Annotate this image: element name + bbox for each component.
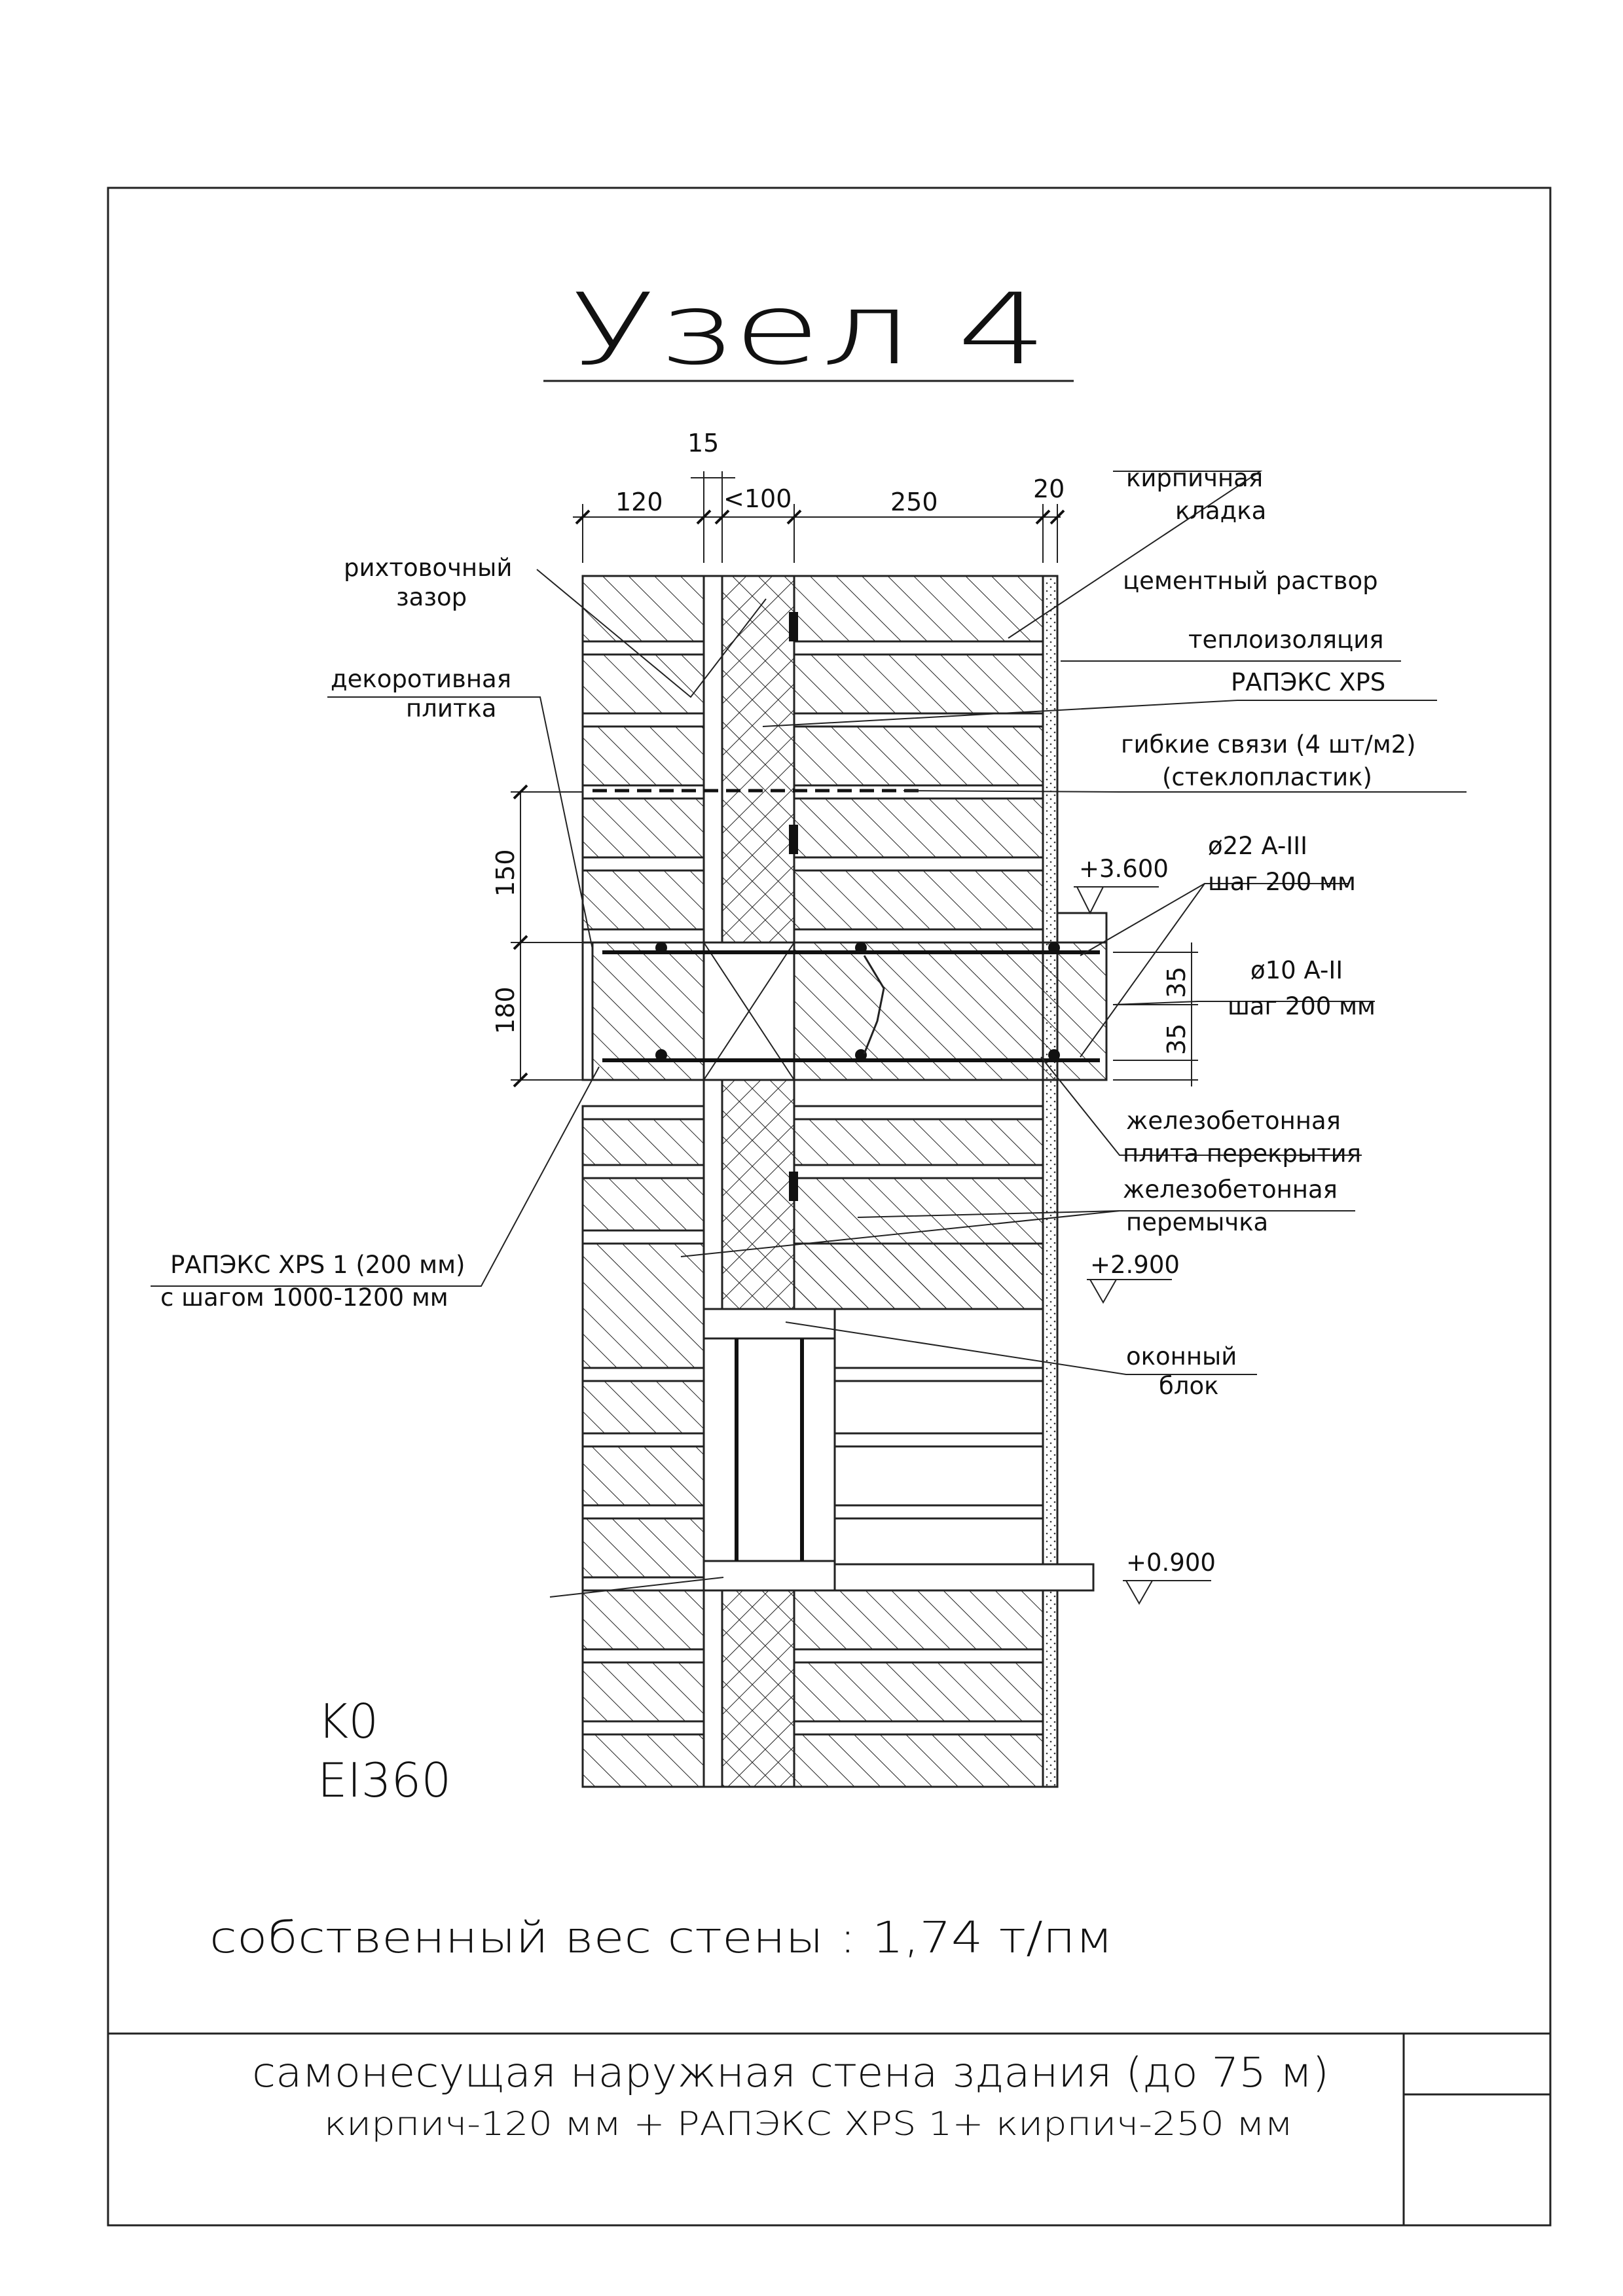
fire-class: K0: [318, 1694, 379, 1749]
label-gap-2: зазор: [396, 583, 467, 611]
dim-150: 150: [491, 849, 520, 897]
inner-brick-lower: [794, 1590, 1043, 1787]
label-lintel-2: перемычка: [1126, 1208, 1269, 1236]
drawing-title: Узел 4: [570, 273, 1048, 387]
label-ties-2: (стеклопластик): [1162, 763, 1372, 791]
label-window-1: оконный: [1126, 1342, 1237, 1371]
window-block: [704, 1309, 835, 1590]
insulation-mid-cross: [722, 1080, 794, 1309]
footer-line-1: самонесущая наружная стена здания (до 75 м): [252, 2049, 1329, 2096]
label-rebar2-2: шаг 200 мм: [1228, 992, 1376, 1020]
label-rebar1-2: шаг 200 мм: [1208, 868, 1356, 896]
slab-top-step: [1057, 913, 1106, 942]
insulation-lower-cross: [722, 1590, 794, 1787]
window-frame-top: [704, 1309, 835, 1338]
dim-15: 15: [687, 429, 720, 457]
label-brick-1: кирпичная: [1126, 464, 1264, 492]
label-insulation-2: РАПЭКС XPS: [1231, 668, 1386, 696]
fire-resistance: EI360: [318, 1753, 452, 1808]
dim-20: 20: [1033, 475, 1065, 503]
dim-120: 120: [615, 488, 663, 516]
wall-section: [583, 576, 1106, 1787]
weight-note: собственный вес стены : 1,74 т/пм: [210, 1912, 1113, 1963]
dim-250: 250: [890, 488, 938, 516]
label-slab-1: железобетонная: [1126, 1107, 1341, 1135]
label-slab-2: плита перекрытия: [1123, 1139, 1361, 1168]
label-rebar2-1: ø10 A-II: [1250, 956, 1343, 984]
label-tile-2: плитка: [406, 694, 497, 723]
inner-brick-upper: [794, 576, 1043, 942]
label-rebar1-1: ø22 A-III: [1208, 832, 1308, 860]
label-xps-strip-2: с шагом 1000-1200 мм: [160, 1283, 448, 1312]
dim-180: 180: [491, 986, 520, 1034]
cement-mortar: [1043, 576, 1057, 1787]
dim-35-top: 35: [1162, 966, 1191, 998]
window-frame-bottom: [704, 1561, 835, 1590]
label-mortar: цементный раствор: [1123, 567, 1378, 595]
insulation-upper-cross: [722, 576, 794, 942]
label-elev-0900: +0.900: [1126, 1549, 1216, 1577]
label-gap-1: рихтовочный: [344, 554, 513, 582]
adjustment-gap: [704, 576, 722, 1787]
label-ties-1: гибкие связи (4 шт/м2): [1121, 730, 1416, 759]
window-sill: [835, 1564, 1093, 1590]
label-insulation-1: теплоизоляция: [1188, 626, 1384, 654]
label-elev-2900: +2.900: [1090, 1251, 1180, 1279]
decor-tile: [583, 942, 593, 1080]
label-brick-2: кладка: [1175, 497, 1267, 525]
label-lintel-1: железобетонная: [1123, 1175, 1338, 1204]
label-tile-1: декоротивная: [331, 665, 511, 693]
footer-line-2: кирпич-120 мм + РАПЭКС XPS 1+ кирпич-250 мм: [324, 2105, 1293, 2143]
dim-35-bottom: 35: [1162, 1023, 1191, 1055]
outer-brick-upper: [583, 576, 704, 942]
dim-100: <100: [723, 484, 792, 513]
label-elev-3600: +3.600: [1079, 855, 1169, 883]
lintel: [794, 1244, 1043, 1309]
label-window-2: блок: [1159, 1372, 1219, 1400]
label-xps-strip-1: РАПЭКС XPS 1 (200 мм): [170, 1251, 465, 1279]
